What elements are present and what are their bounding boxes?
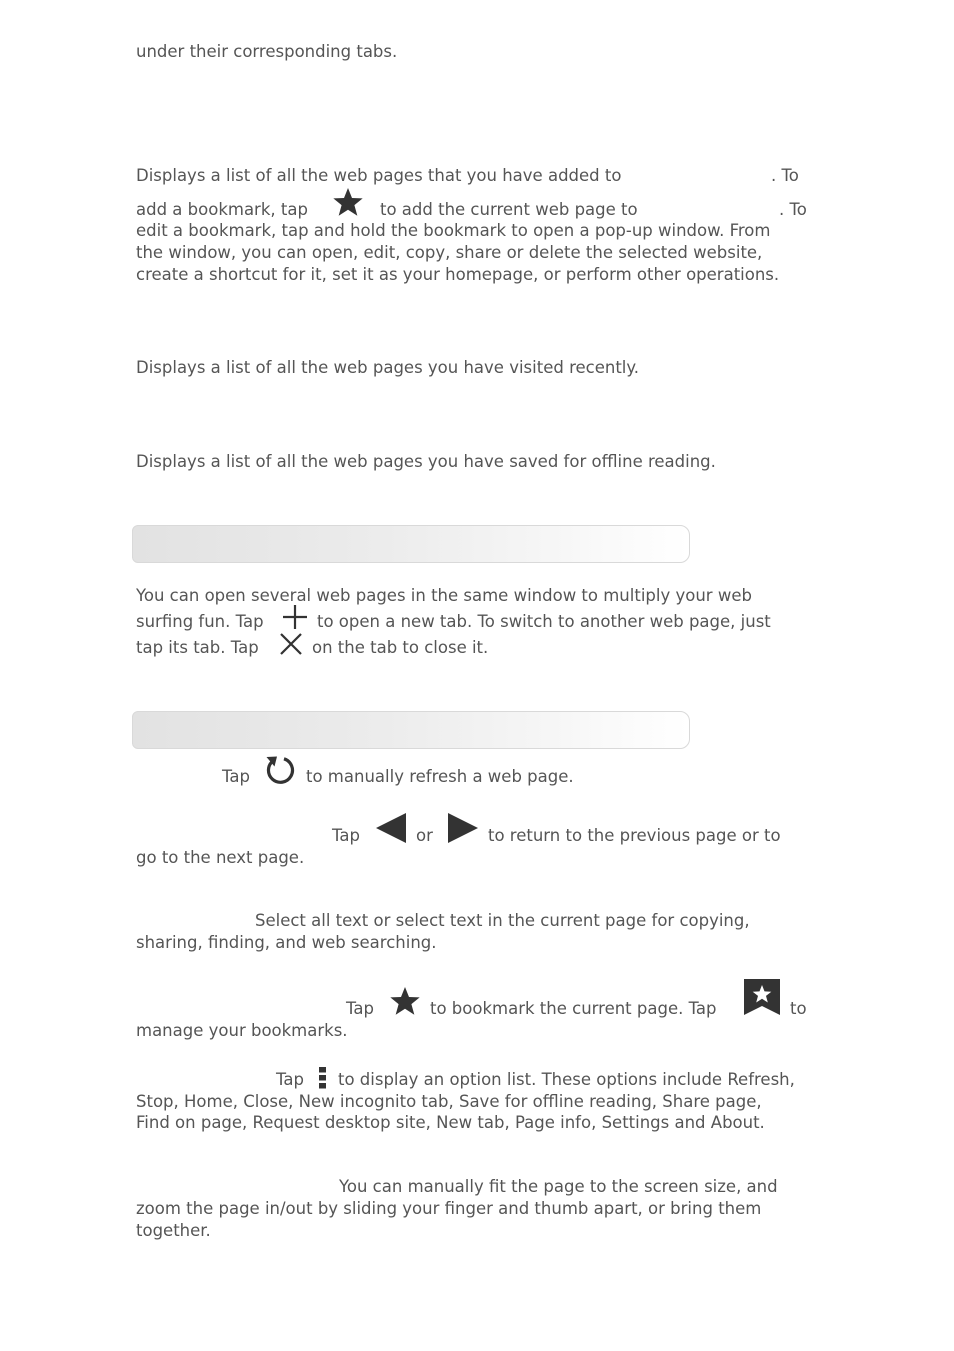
tabs-text-line2-end: to open a new tab. To switch to another web page, just	[317, 612, 771, 631]
menu-dots-icon	[318, 1067, 328, 1089]
bookmarks-text-line4: the window, you can open, edit, copy, share or delete the selected website,	[136, 243, 763, 262]
section-header-bar	[132, 711, 690, 749]
star-icon	[389, 985, 421, 1017]
bookmark-to-label: to	[790, 999, 807, 1018]
options-text-line3: Find on page, Request desktop site, New tab, Page info, Settings and About.	[136, 1113, 765, 1132]
bookmark-manager-icon	[744, 979, 780, 1015]
options-text-line2: Stop, Home, Close, New incognito tab, Save for offline reading, Share page,	[136, 1092, 762, 1111]
plus-icon	[282, 604, 308, 630]
bookmarks-text-line2-mid: to add the current web page to	[380, 200, 638, 219]
zoom-text-line3: together.	[136, 1221, 211, 1240]
tabs-text-line3-start: tap its tab. Tap	[136, 638, 259, 657]
refresh-text: to manually refresh a web page.	[306, 767, 574, 786]
bookmarks-text-line2-end: . To	[779, 200, 807, 219]
bookmarks-text-line1-end: . To	[771, 166, 799, 185]
navigation-or-label: or	[416, 826, 433, 845]
offline-text: Displays a list of all the web pages you have saved for offline reading.	[136, 452, 716, 471]
navigation-tap-label: Tap	[332, 826, 360, 845]
options-tap-label: Tap	[276, 1070, 304, 1089]
navigation-text: to return to the previous page or to	[488, 826, 781, 845]
bookmark-text-line2: manage your bookmarks.	[136, 1021, 348, 1040]
close-icon	[279, 632, 303, 656]
refresh-icon	[263, 753, 297, 787]
bookmarks-text-line3: edit a bookmark, tap and hold the bookmark to open a pop-up window. From	[136, 221, 771, 240]
bookmark-text: to bookmark the current page. Tap	[430, 999, 717, 1018]
intro-text: under their corresponding tabs.	[136, 42, 398, 61]
select-text-line2: sharing, finding, and web searching.	[136, 933, 437, 952]
history-text: Displays a list of all the web pages you have visited recently.	[136, 358, 640, 377]
tabs-text-line2-start: surfing fun. Tap	[136, 612, 264, 631]
star-icon	[332, 186, 364, 218]
bookmarks-text-line1: Displays a list of all the web pages that you have added to	[136, 166, 622, 185]
back-arrow-icon	[375, 812, 407, 844]
bookmarks-text-line2-start: add a bookmark, tap	[136, 200, 308, 219]
section-header-bar	[132, 525, 690, 563]
navigation-text-line2: go to the next page.	[136, 848, 305, 867]
options-text-line1: to display an option list. These options include Refresh,	[338, 1070, 795, 1089]
bookmarks-text-line5: create a shortcut for it, set it as your homepage, or perform other operations.	[136, 265, 780, 284]
forward-arrow-icon	[447, 812, 479, 844]
zoom-text-line1: You can manually fit the page to the screen size, and	[339, 1177, 778, 1196]
refresh-tap-label: Tap	[222, 767, 250, 786]
tabs-text-line1: You can open several web pages in the same window to multiply your web	[136, 586, 752, 605]
zoom-text-line2: zoom the page in/out by sliding your finger and thumb apart, or bring them	[136, 1199, 762, 1218]
tabs-text-line3-end: on the tab to close it.	[312, 638, 489, 657]
bookmark-tap-label: Tap	[346, 999, 374, 1018]
select-text-line1: Select all text or select text in the current page for copying,	[255, 911, 750, 930]
